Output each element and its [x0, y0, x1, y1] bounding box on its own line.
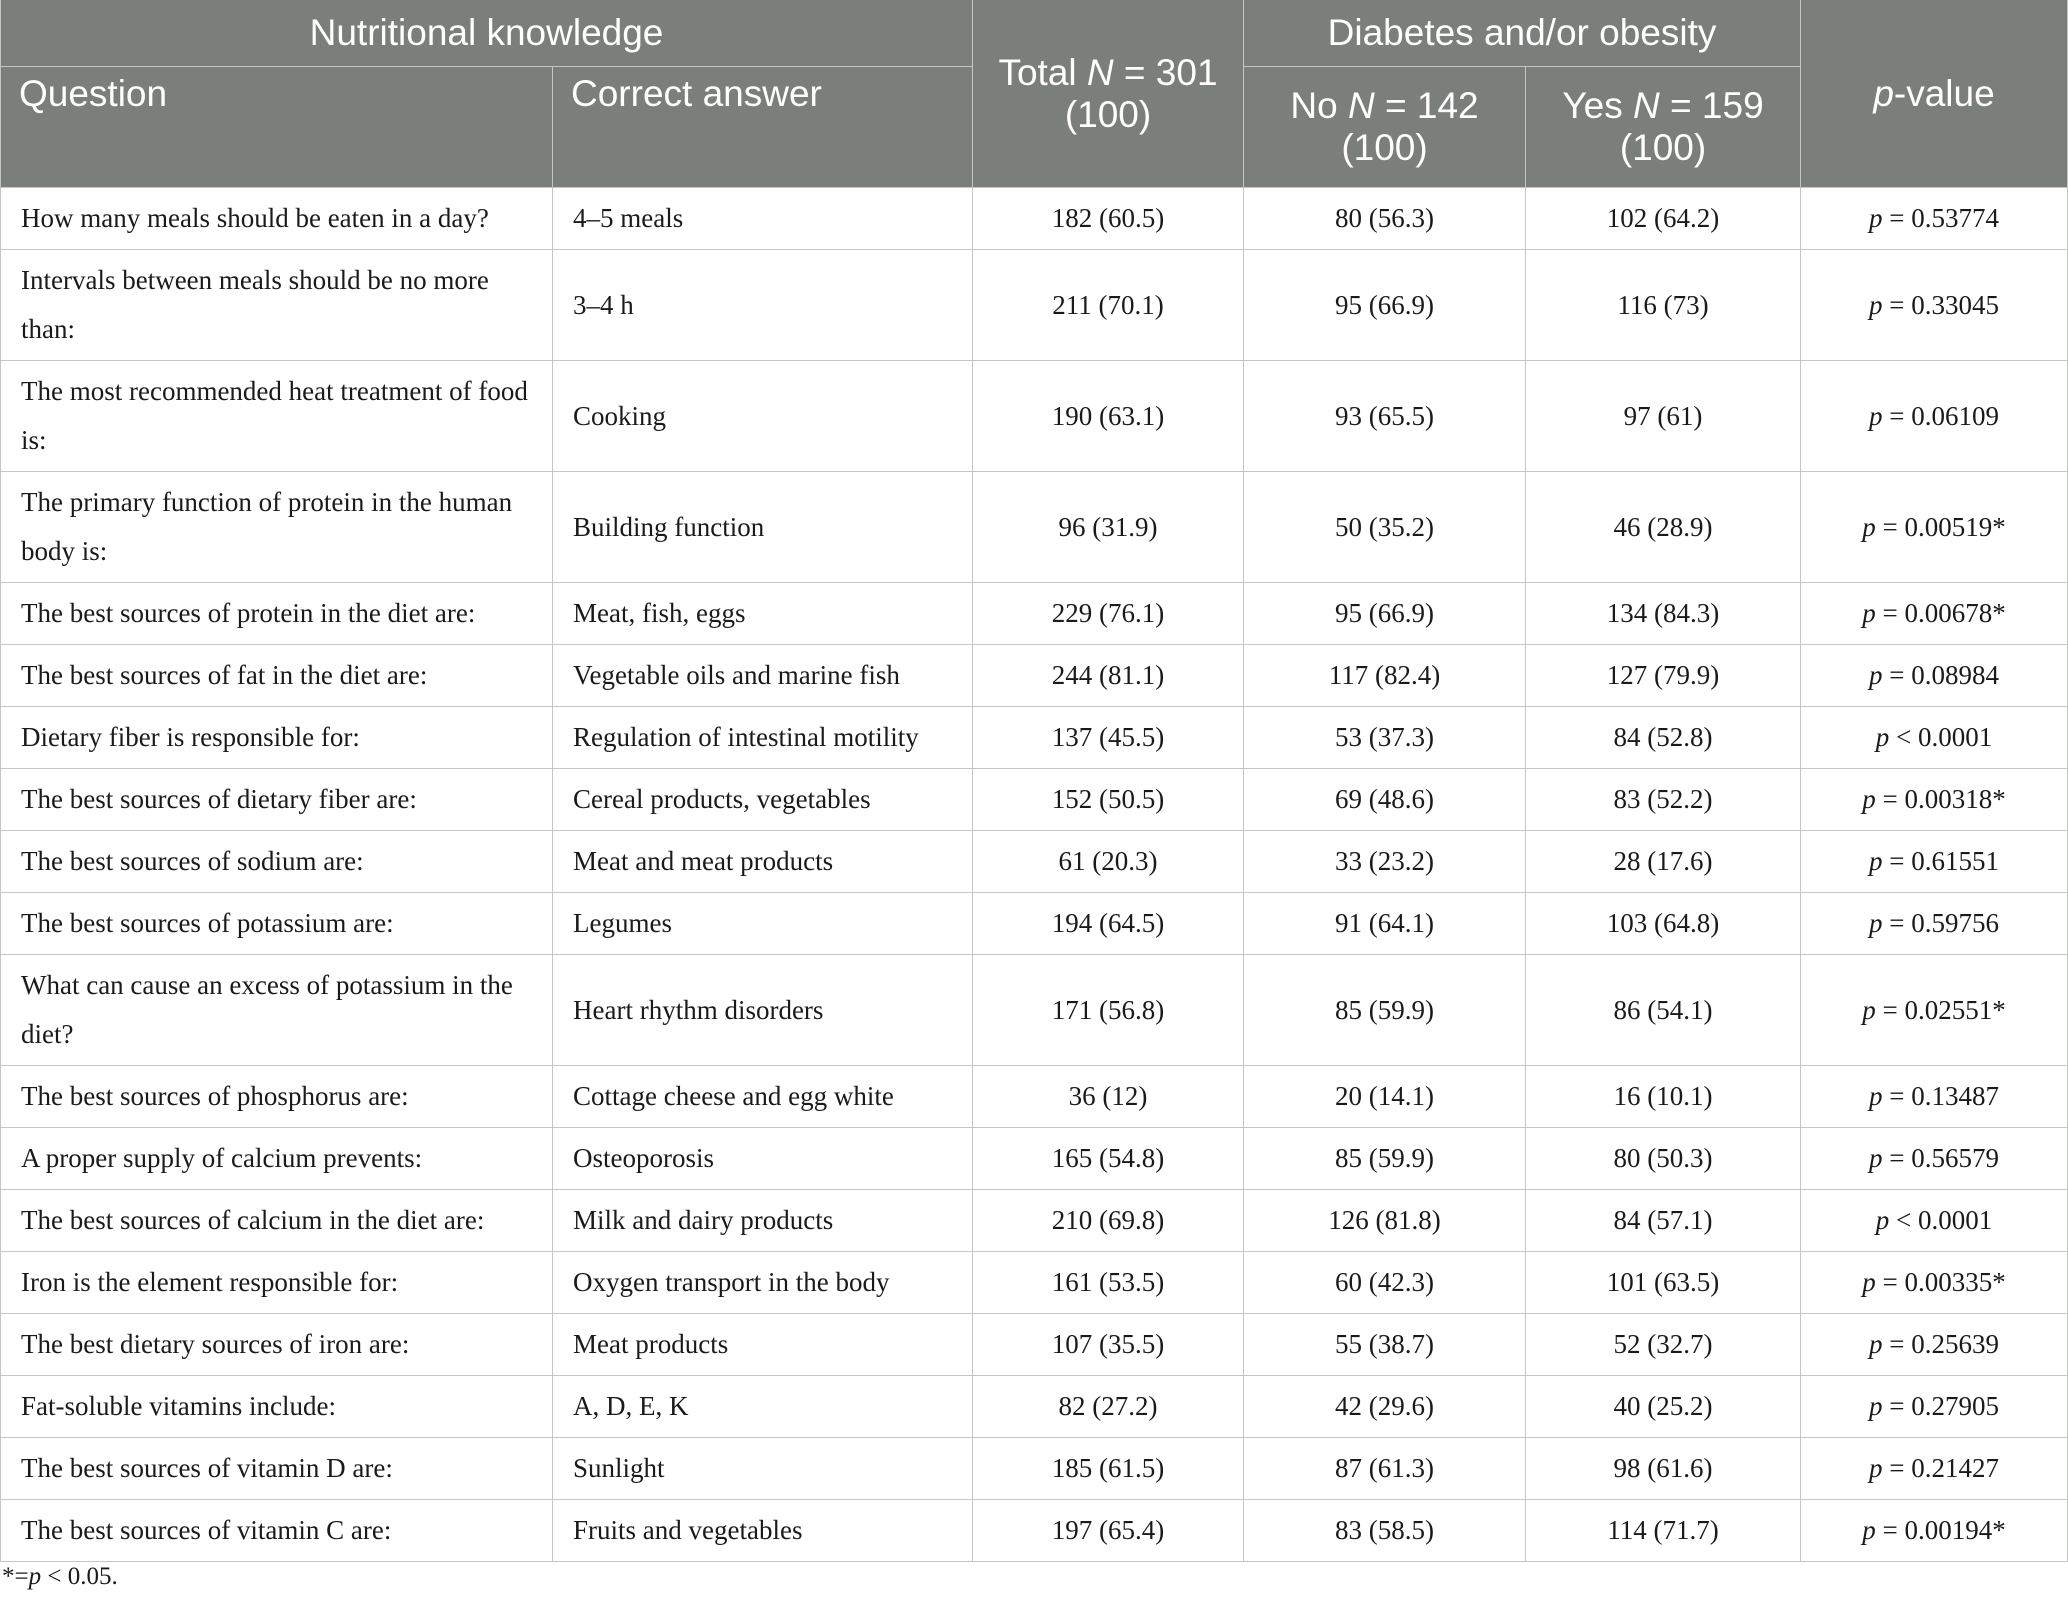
table-footnote: [2, 1563, 118, 1591]
no-cell: 91 (64.1): [1244, 893, 1526, 955]
no-cell: 50 (35.2): [1244, 472, 1526, 583]
total-cell: 137 (45.5): [973, 707, 1244, 769]
table-row: [1, 250, 2068, 361]
correct-answer-cell: Regulation of intestinal motility: [553, 707, 973, 769]
col-header-total-var: N: [1086, 51, 1114, 93]
col-header-yes-suffix: = 159: [1659, 85, 1764, 126]
table-header: [1, 0, 2068, 188]
table-row: [1, 1128, 2068, 1190]
yes-cell: 16 (10.1): [1526, 1066, 1801, 1128]
pvalue-number: = 0.02551*: [1875, 994, 2006, 1025]
total-cell: 107 (35.5): [973, 1314, 1244, 1376]
table-row: [1, 361, 2068, 472]
correct-answer-cell: Vegetable oils and marine fish: [553, 645, 973, 707]
correct-answer-cell: A, D, E, K: [553, 1376, 973, 1438]
yes-cell: 101 (63.5): [1526, 1252, 1801, 1314]
table-row: [1, 831, 2068, 893]
yes-cell: 103 (64.8): [1526, 893, 1801, 955]
table-row: [1, 893, 2068, 955]
pvalue-cell: [1801, 645, 2068, 707]
question-cell: The best dietary sources of iron are:: [1, 1314, 553, 1376]
col-header-correct-answer: Correct answer: [553, 67, 973, 188]
col-header-yes-var: N: [1633, 85, 1660, 126]
pvalue-cell: [1801, 1128, 2068, 1190]
pvalue-cell: [1801, 955, 2068, 1066]
table-row: [1, 1500, 2068, 1562]
pvalue-var: p: [1862, 994, 1876, 1025]
table-row: [1, 1314, 2068, 1376]
pvalue-var: p: [1869, 400, 1883, 431]
col-header-no-suffix: = 142: [1374, 85, 1479, 126]
yes-cell: 98 (61.6): [1526, 1438, 1801, 1500]
table-row: [1, 1252, 2068, 1314]
pvalue-number: = 0.06109: [1882, 400, 1999, 431]
pvalue-cell: [1801, 188, 2068, 250]
table-row: [1, 188, 2068, 250]
yes-cell: 84 (57.1): [1526, 1190, 1801, 1252]
pvalue-var: p: [1869, 1453, 1883, 1483]
no-cell: 33 (23.2): [1244, 831, 1526, 893]
pvalue-cell: [1801, 893, 2068, 955]
yes-cell: 52 (32.7): [1526, 1314, 1801, 1376]
question-cell: The best sources of sodium are:: [1, 831, 553, 893]
question-cell: How many meals should be eaten in a day?: [1, 188, 553, 250]
col-header-no-line2: (100): [1341, 127, 1428, 168]
table-row: [1, 707, 2068, 769]
pvalue-cell: [1801, 769, 2068, 831]
correct-answer-cell: Heart rhythm disorders: [553, 955, 973, 1066]
pvalue-cell: [1801, 583, 2068, 645]
correct-answer-cell: 3–4 h: [553, 250, 973, 361]
pvalue-var: p: [1862, 784, 1876, 814]
pvalue-number: = 0.61551: [1882, 846, 1999, 876]
pvalue-var: p: [1869, 1081, 1883, 1111]
footnote-suffix: < 0.05.: [41, 1563, 118, 1590]
yes-cell: 80 (50.3): [1526, 1128, 1801, 1190]
total-cell: 161 (53.5): [973, 1252, 1244, 1314]
group-header-nutritional-knowledge: Nutritional knowledge: [1, 0, 973, 67]
col-header-question: Question: [1, 67, 553, 188]
pvalue-var: p: [1875, 1205, 1890, 1235]
total-cell: 244 (81.1): [973, 645, 1244, 707]
correct-answer-cell: Meat and meat products: [553, 831, 973, 893]
pvalue-number: = 0.00678*: [1875, 598, 2006, 628]
pvalue-number: = 0.25639: [1882, 1329, 1999, 1359]
pvalue-number: = 0.00335*: [1875, 1267, 2006, 1297]
table-row: [1, 1438, 2068, 1500]
pvalue-var: p: [1862, 1515, 1876, 1545]
pvalue-var: p: [1869, 846, 1883, 876]
total-cell: 182 (60.5): [973, 188, 1244, 250]
pvalue-cell: [1801, 1252, 2068, 1314]
question-cell: What can cause an excess of potassium in the diet?: [1, 955, 553, 1066]
question-cell: The most recommended heat treatment of food is:: [1, 361, 553, 472]
pvalue-var: p: [1862, 598, 1876, 628]
total-cell: 152 (50.5): [973, 769, 1244, 831]
total-cell: 210 (69.8): [973, 1190, 1244, 1252]
table-body: [1, 188, 2068, 1562]
question-cell: Intervals between meals should be no more than:: [1, 250, 553, 361]
yes-cell: 102 (64.2): [1526, 188, 1801, 250]
col-header-no-prefix: No: [1290, 85, 1348, 126]
yes-cell: 46 (28.9): [1526, 472, 1801, 583]
pvalue-number: = 0.00318*: [1875, 784, 2006, 814]
table-row: [1, 583, 2068, 645]
pvalue-cell: [1801, 1190, 2068, 1252]
col-header-yes-prefix: Yes: [1562, 85, 1634, 126]
question-cell: The best sources of fat in the diet are:: [1, 645, 553, 707]
pvalue-number: = 0.00194*: [1875, 1515, 2006, 1545]
question-cell: Fat-soluble vitamins include:: [1, 1376, 553, 1438]
total-cell: 171 (56.8): [973, 955, 1244, 1066]
question-cell: The best sources of protein in the diet are:: [1, 583, 553, 645]
correct-answer-cell: Building function: [553, 472, 973, 583]
pvalue-number: = 0.53774: [1882, 203, 1999, 233]
total-cell: 197 (65.4): [973, 1500, 1244, 1562]
correct-answer-cell: Cottage cheese and egg white: [553, 1066, 973, 1128]
table-row: [1, 1190, 2068, 1252]
total-cell: 229 (76.1): [973, 583, 1244, 645]
question-cell: The best sources of calcium in the diet are:: [1, 1190, 553, 1252]
group-header-diabetes-obesity: Diabetes and/or obesity: [1244, 0, 1801, 67]
table-row: [1, 769, 2068, 831]
no-cell: 53 (37.3): [1244, 707, 1526, 769]
question-cell: The best sources of vitamin D are:: [1, 1438, 553, 1500]
no-cell: 83 (58.5): [1244, 1500, 1526, 1562]
col-header-total: [973, 0, 1244, 188]
yes-cell: 83 (52.2): [1526, 769, 1801, 831]
col-header-yes-line2: (100): [1619, 127, 1707, 168]
pvalue-var: p: [1869, 1329, 1883, 1359]
total-cell: 36 (12): [973, 1066, 1244, 1128]
correct-answer-cell: Fruits and vegetables: [553, 1500, 973, 1562]
col-header-total-line2: (100): [1064, 93, 1152, 135]
no-cell: 85 (59.9): [1244, 955, 1526, 1066]
total-cell: 165 (54.8): [973, 1128, 1244, 1190]
col-header-pvalue-var: p: [1873, 72, 1894, 114]
pvalue-cell: [1801, 250, 2068, 361]
pvalue-cell: [1801, 707, 2068, 769]
total-cell: 185 (61.5): [973, 1438, 1244, 1500]
table-row: [1, 1066, 2068, 1128]
pvalue-cell: [1801, 1500, 2068, 1562]
table-row: [1, 1376, 2068, 1438]
correct-answer-cell: Cereal products, vegetables: [553, 769, 973, 831]
no-cell: 117 (82.4): [1244, 645, 1526, 707]
correct-answer-cell: Oxygen transport in the body: [553, 1252, 973, 1314]
footnote-prefix: *=: [2, 1563, 29, 1590]
correct-answer-cell: Meat products: [553, 1314, 973, 1376]
pvalue-cell: [1801, 1438, 2068, 1500]
correct-answer-cell: Cooking: [553, 361, 973, 472]
pvalue-cell: [1801, 831, 2068, 893]
question-cell: The best sources of dietary fiber are:: [1, 769, 553, 831]
pvalue-number: = 0.08984: [1882, 660, 1999, 690]
pvalue-number: = 0.13487: [1882, 1081, 1999, 1111]
col-header-no: [1244, 67, 1526, 188]
total-cell: 96 (31.9): [973, 472, 1244, 583]
pvalue-cell: [1801, 361, 2068, 472]
pvalue-number: = 0.27905: [1882, 1391, 1999, 1421]
pvalue-number: = 0.56579: [1882, 1143, 1999, 1173]
no-cell: 42 (29.6): [1244, 1376, 1526, 1438]
pvalue-var: p: [1869, 660, 1883, 690]
question-cell: Dietary fiber is responsible for:: [1, 707, 553, 769]
pvalue-var: p: [1869, 289, 1883, 320]
pvalue-number: = 0.00519*: [1875, 511, 2006, 542]
no-cell: 60 (42.3): [1244, 1252, 1526, 1314]
no-cell: 80 (56.3): [1244, 188, 1526, 250]
yes-cell: 134 (84.3): [1526, 583, 1801, 645]
correct-answer-cell: Sunlight: [553, 1438, 973, 1500]
question-cell: Iron is the element responsible for:: [1, 1252, 553, 1314]
header-row-top: [1, 0, 2068, 67]
col-header-pvalue: [1801, 0, 2068, 188]
no-cell: 95 (66.9): [1244, 250, 1526, 361]
pvalue-var: p: [1875, 722, 1890, 752]
total-cell: 194 (64.5): [973, 893, 1244, 955]
pvalue-var: p: [1862, 1267, 1876, 1297]
table-row: [1, 645, 2068, 707]
yes-cell: 116 (73): [1526, 250, 1801, 361]
table-row: [1, 955, 2068, 1066]
pvalue-number: < 0.0001: [1889, 1205, 1993, 1235]
pvalue-cell: [1801, 472, 2068, 583]
pvalue-var: p: [1869, 203, 1883, 233]
total-cell: 190 (63.1): [973, 361, 1244, 472]
correct-answer-cell: Legumes: [553, 893, 973, 955]
correct-answer-cell: Osteoporosis: [553, 1128, 973, 1190]
col-header-total-suffix: = 301: [1113, 51, 1218, 93]
yes-cell: 114 (71.7): [1526, 1500, 1801, 1562]
correct-answer-cell: Milk and dairy products: [553, 1190, 973, 1252]
yes-cell: 84 (52.8): [1526, 707, 1801, 769]
no-cell: 87 (61.3): [1244, 1438, 1526, 1500]
question-cell: The primary function of protein in the human body is:: [1, 472, 553, 583]
yes-cell: 28 (17.6): [1526, 831, 1801, 893]
pvalue-var: p: [1869, 1391, 1883, 1421]
question-cell: The best sources of phosphorus are:: [1, 1066, 553, 1128]
no-cell: 95 (66.9): [1244, 583, 1526, 645]
correct-answer-cell: 4–5 meals: [553, 188, 973, 250]
col-header-yes: [1526, 67, 1801, 188]
question-cell: A proper supply of calcium prevents:: [1, 1128, 553, 1190]
pvalue-cell: [1801, 1066, 2068, 1128]
table-row: [1, 472, 2068, 583]
no-cell: 126 (81.8): [1244, 1190, 1526, 1252]
yes-cell: 97 (61): [1526, 361, 1801, 472]
no-cell: 93 (65.5): [1244, 361, 1526, 472]
pvalue-var: p: [1869, 908, 1883, 938]
total-cell: 82 (27.2): [973, 1376, 1244, 1438]
col-header-no-var: N: [1347, 85, 1375, 126]
correct-answer-cell: Meat, fish, eggs: [553, 583, 973, 645]
footnote-var: p: [28, 1563, 42, 1590]
col-header-total-prefix: Total: [998, 51, 1087, 93]
pvalue-var: p: [1862, 511, 1876, 542]
pvalue-number: = 0.59756: [1882, 908, 1999, 938]
pvalue-var: p: [1869, 1143, 1883, 1173]
pvalue-number: < 0.0001: [1889, 722, 1993, 752]
pvalue-cell: [1801, 1376, 2068, 1438]
pvalue-cell: [1801, 1314, 2068, 1376]
pvalue-number: = 0.21427: [1882, 1453, 1999, 1483]
no-cell: 85 (59.9): [1244, 1128, 1526, 1190]
yes-cell: 127 (79.9): [1526, 645, 1801, 707]
pvalue-number: = 0.33045: [1882, 289, 1999, 320]
no-cell: 69 (48.6): [1244, 769, 1526, 831]
no-cell: 20 (14.1): [1244, 1066, 1526, 1128]
question-cell: The best sources of potassium are:: [1, 893, 553, 955]
no-cell: 55 (38.7): [1244, 1314, 1526, 1376]
total-cell: 61 (20.3): [973, 831, 1244, 893]
yes-cell: 86 (54.1): [1526, 955, 1801, 1066]
yes-cell: 40 (25.2): [1526, 1376, 1801, 1438]
col-header-pvalue-suffix: -value: [1893, 72, 1995, 114]
question-cell: The best sources of vitamin C are:: [1, 1500, 553, 1562]
total-cell: 211 (70.1): [973, 250, 1244, 361]
